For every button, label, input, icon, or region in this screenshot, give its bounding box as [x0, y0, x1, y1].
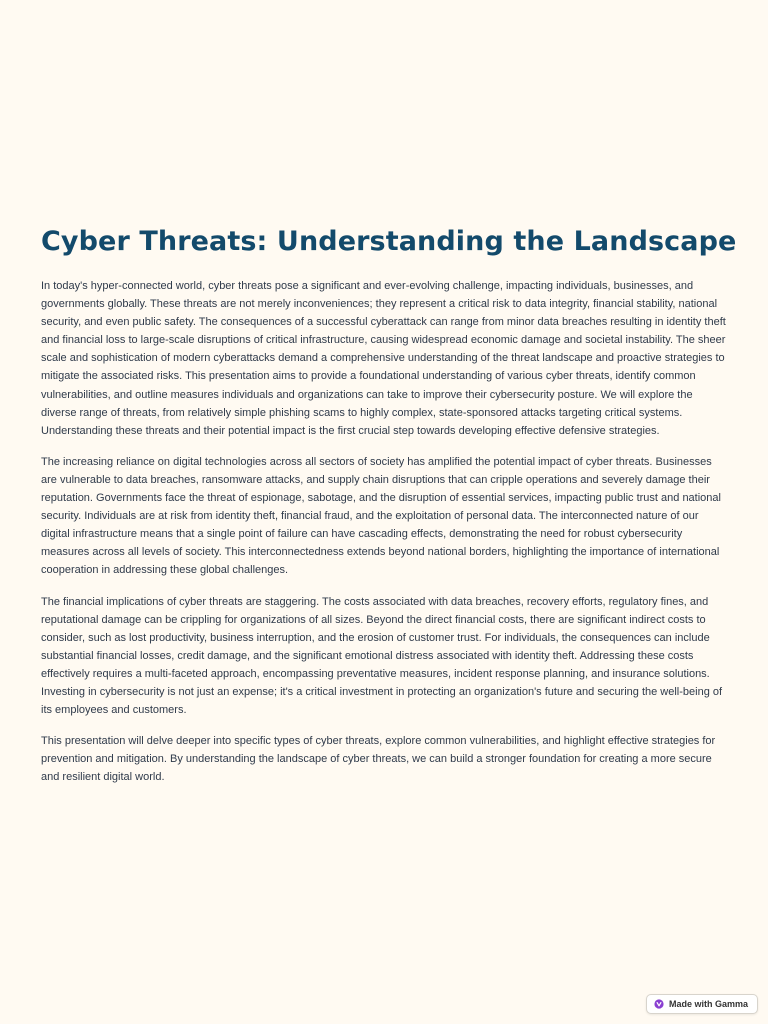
paragraph-conclusion: This presentation will delve deeper into specific types of cyber threats, explore common vulnerabilities, and highlight effective strategies for prevention and mitigation. By understanding the landscape of cyber threats, we can build a stronger foundation for creating a more secure and resilient digital world.	[41, 735, 716, 784]
paragraph-intro: In today's hyper-connected world, cyber threats pose a significant and ever-evolving challenge, impacting individuals, businesses, and governments globally. These threats are not merely inconveniences; they represent a critical risk to data integrity, financial stability, national security, and even public safety. The consequences of a successful cyberattack can range from minor data breaches resulting in identity theft and financial loss to large-scale disruptions of critical infrastructure, causing widespread economic damage and societal instability. The sheer scale and sophistication of modern cyberattacks demand a comprehensive understanding of the threat landscape and proactive strategies to mitigate the associated risks. This presentation aims to provide a foundational understanding of various cyber threats, identify common vulnerabilities, and outline measures individuals and organizations can take to improve their cybersecurity posture. We will explore the diverse range of threats, from relatively simple phishing scams to highly complex, state-sponsored attacks targeting critical systems. Understanding these threats and their potential impact is the first crucial step towards developing effective defensive strategies.	[41, 280, 726, 437]
document-content	[41, 224, 737, 799]
paragraph-digital-reliance: The increasing reliance on digital technologies across all sectors of society has amplified the potential impact of cyber threats. Businesses are vulnerable to data breaches, ransomware attacks, and supply chain disruptions that can cripple operations and severely damage their reputation. Governments face the threat of espionage, sabotage, and the disruption of essential services, impacting public trust and national security. Individuals are at risk from identity theft, financial fraud, and the exploitation of personal data. The interconnected nature of our digital infrastructure means that a single point of failure can have cascading effects, demonstrating the need for robust cybersecurity measures across all levels of society. This interconnectedness extends beyond national borders, highlighting the importance of international cooperation in addressing these global challenges.	[41, 455, 721, 577]
gamma-logo-icon	[654, 999, 664, 1009]
page-title: Cyber Threats: Understanding the Landscape	[41, 226, 737, 257]
paragraph-financial-implications: The financial implications of cyber threats are staggering. The costs associated with data breaches, recovery efforts, regulatory fines, and reputational damage can be crippling for organizations of all sizes. Beyond the direct financial costs, there are significant indirect costs to consider, such as lost productivity, business interruption, and the erosion of customer trust. For individuals, the consequences can include substantial financial losses, credit damage, and the significant emotional distress associated with identity theft. Addressing these costs effectively requires a multi-faceted approach, encompassing preventative measures, incident response planning, and insurance solutions. Investing in cybersecurity is not just an expense; it's a critical investment in protecting an organization's future and securing the well-being of its employees and customers.	[41, 595, 723, 717]
badge-label: Made with Gamma	[668, 999, 748, 1009]
made-with-gamma-badge[interactable]	[646, 994, 758, 1014]
